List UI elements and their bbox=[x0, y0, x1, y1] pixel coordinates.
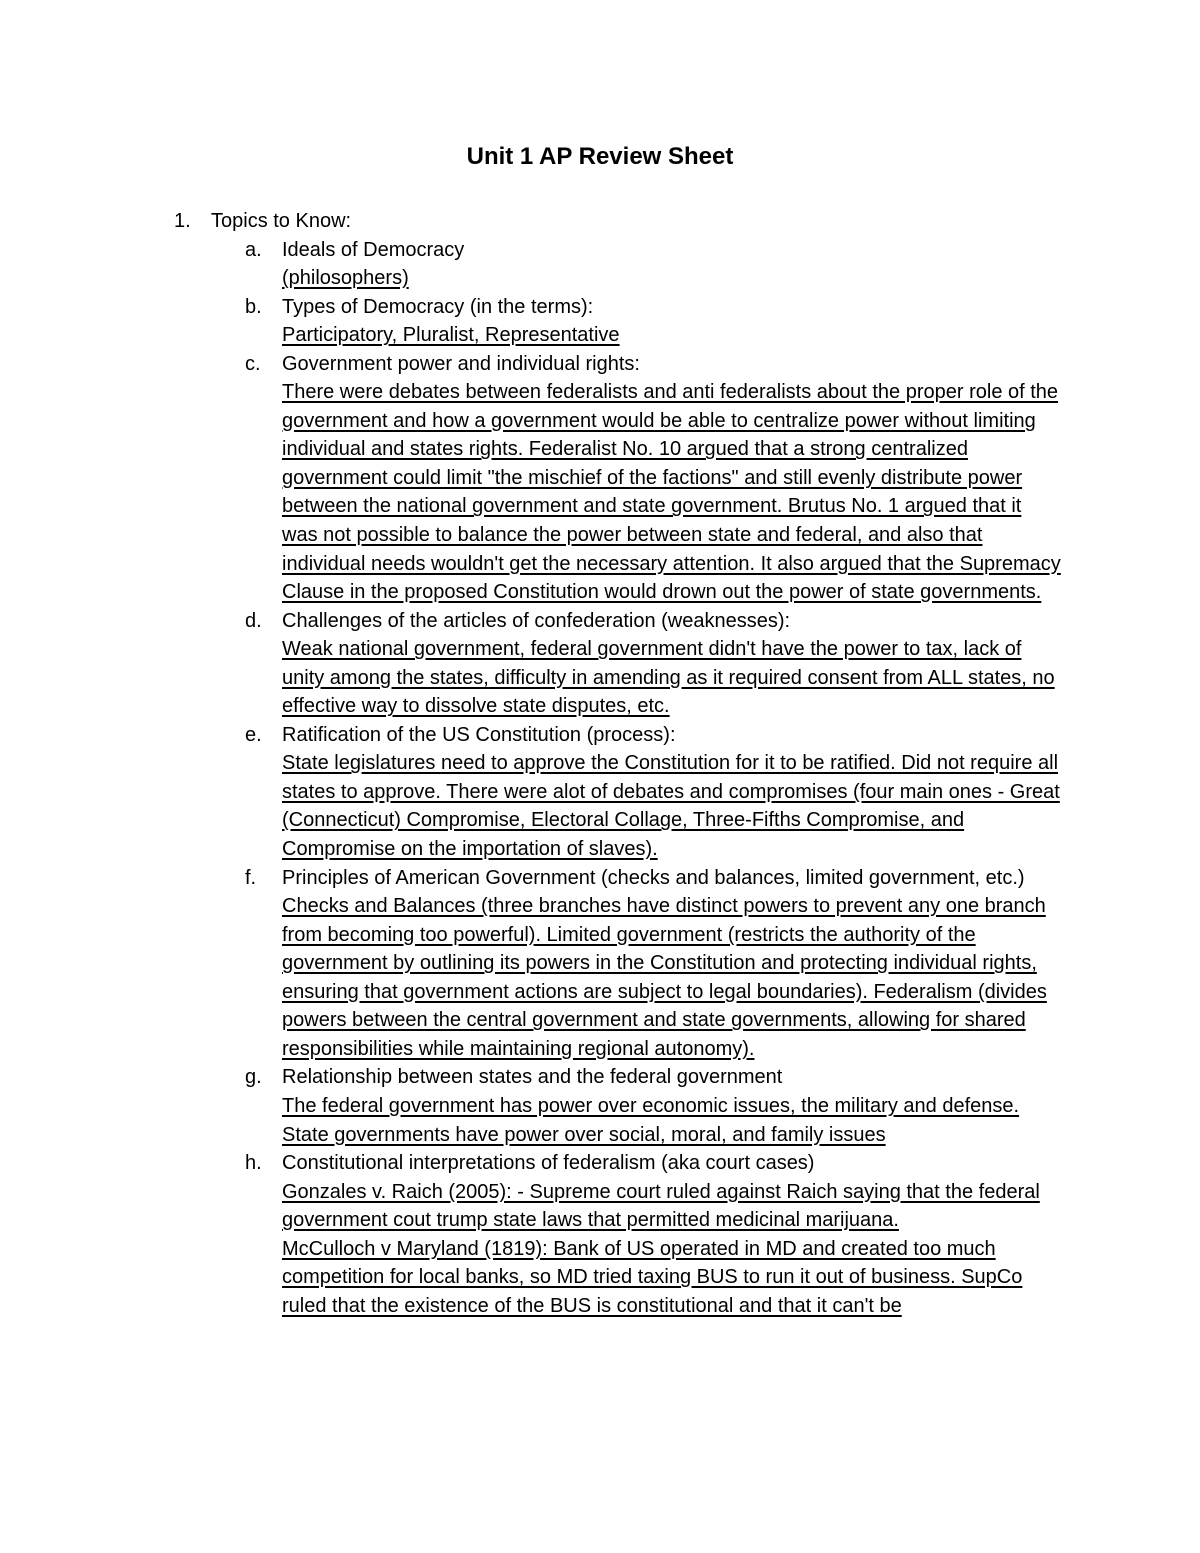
item-answer: Checks and Balances (three branches have distinct powers to prevent any one branch from becoming too powerful). Limited government (restricts the authority of the government by outlining its powers in the Constitution and protecting individual rights, ensuring that government actions are subject to legal boundaries). Federalism (divides powers between the central government and state governments, allowing for shared responsibilities while maintaining regional autonomy). bbox=[282, 895, 1047, 1060]
item-answer: Gonzales v. Raich (2005): - Supreme court ruled against Raich saying that the federal government cout trump state laws that permitted medicinal marijuana. bbox=[282, 1180, 1040, 1232]
item-letter: f. bbox=[245, 866, 257, 889]
item-body bbox=[282, 293, 1062, 350]
topic-item-b bbox=[245, 293, 1074, 350]
item-answer: Participatory, Pluralist, Representative bbox=[282, 324, 620, 347]
item-question: Principles of American Government (checks and balances, limited government, etc.) bbox=[282, 866, 1025, 889]
item-letter: h. bbox=[245, 1152, 262, 1175]
item-question: Ratification of the US Constitution (process): bbox=[282, 723, 676, 746]
topic-item-a bbox=[245, 236, 1074, 293]
item-question: Types of Democracy (in the terms): bbox=[282, 295, 594, 318]
item-answer: McCulloch v Maryland (1819): Bank of US operated in MD and created too much competition for local banks, so MD tried taxing BUS to run it out of business. SupCo ruled that the existence of the BUS is constitutional and that it can't be bbox=[282, 1237, 1023, 1317]
item-answer: Weak national government, federal government didn't have the power to tax, lack of unity among the states, difficulty in amending as it required consent from ALL states, no effective way to dissolve state disputes, etc. bbox=[282, 638, 1055, 718]
item-question: Constitutional interpretations of federalism (aka court cases) bbox=[282, 1152, 815, 1175]
topic-item-f bbox=[245, 864, 1074, 1064]
topic-item-d bbox=[245, 607, 1074, 721]
topic-item-c bbox=[245, 350, 1074, 607]
section-label: Topics to Know: bbox=[211, 210, 352, 232]
item-question: Relationship between states and the federal government bbox=[282, 1066, 783, 1089]
topic-item-e bbox=[245, 721, 1074, 864]
item-body bbox=[282, 864, 1062, 1064]
item-answer: There were debates between federalists and anti federalists about the proper role of the government and how a government would be able to centralize power without limiting individual and states rights. Federalist No. 10 argued that a strong centralized government could limit "the mischief of the factions" and still evenly distribute power between the national government and state government. Brutus No. 1 argued that it was not possible to balance the power between state and federal, and also that individual needs wouldn't get the necessary attention. It also argued that the Supremacy Clause in the proposed Constitution would drown out the power of state governments. bbox=[282, 381, 1061, 604]
item-body bbox=[282, 721, 1062, 864]
document-title: Unit 1 AP Review Sheet bbox=[466, 143, 734, 170]
item-body bbox=[282, 1149, 1062, 1320]
item-letter: c. bbox=[245, 352, 261, 375]
item-answer: The federal government has power over economic issues, the military and defense. State governments have power over social, moral, and family issues bbox=[282, 1094, 1020, 1146]
review-content bbox=[174, 207, 1074, 1320]
item-letter: g. bbox=[245, 1066, 262, 1089]
item-answer: State legislatures need to approve the Constitution for it to be ratified. Did not require all states to approve. There were alot of debates and compromises (four main ones - Great (Connecticut) Compromise, Electoral Collage, Three-Fifths Compromise, and Compromise on the importation of slaves). bbox=[282, 752, 1060, 861]
item-body bbox=[282, 607, 1062, 721]
item-body bbox=[282, 1063, 1062, 1149]
item-letter: a. bbox=[245, 238, 262, 261]
item-letter: b. bbox=[245, 295, 262, 318]
item-letter: e. bbox=[245, 723, 262, 746]
topic-item-h bbox=[245, 1149, 1074, 1320]
item-body bbox=[282, 236, 1062, 293]
item-question: Government power and individual rights: bbox=[282, 352, 640, 375]
section-number: 1. bbox=[174, 210, 191, 232]
item-answer: (philosophers) bbox=[282, 267, 409, 290]
item-question: Challenges of the articles of confederation (weaknesses): bbox=[282, 609, 791, 632]
item-letter: d. bbox=[245, 609, 262, 632]
item-body bbox=[282, 350, 1062, 607]
topic-item-g bbox=[245, 1063, 1074, 1149]
topics-section bbox=[174, 207, 1074, 236]
item-question: Ideals of Democracy bbox=[282, 238, 465, 261]
